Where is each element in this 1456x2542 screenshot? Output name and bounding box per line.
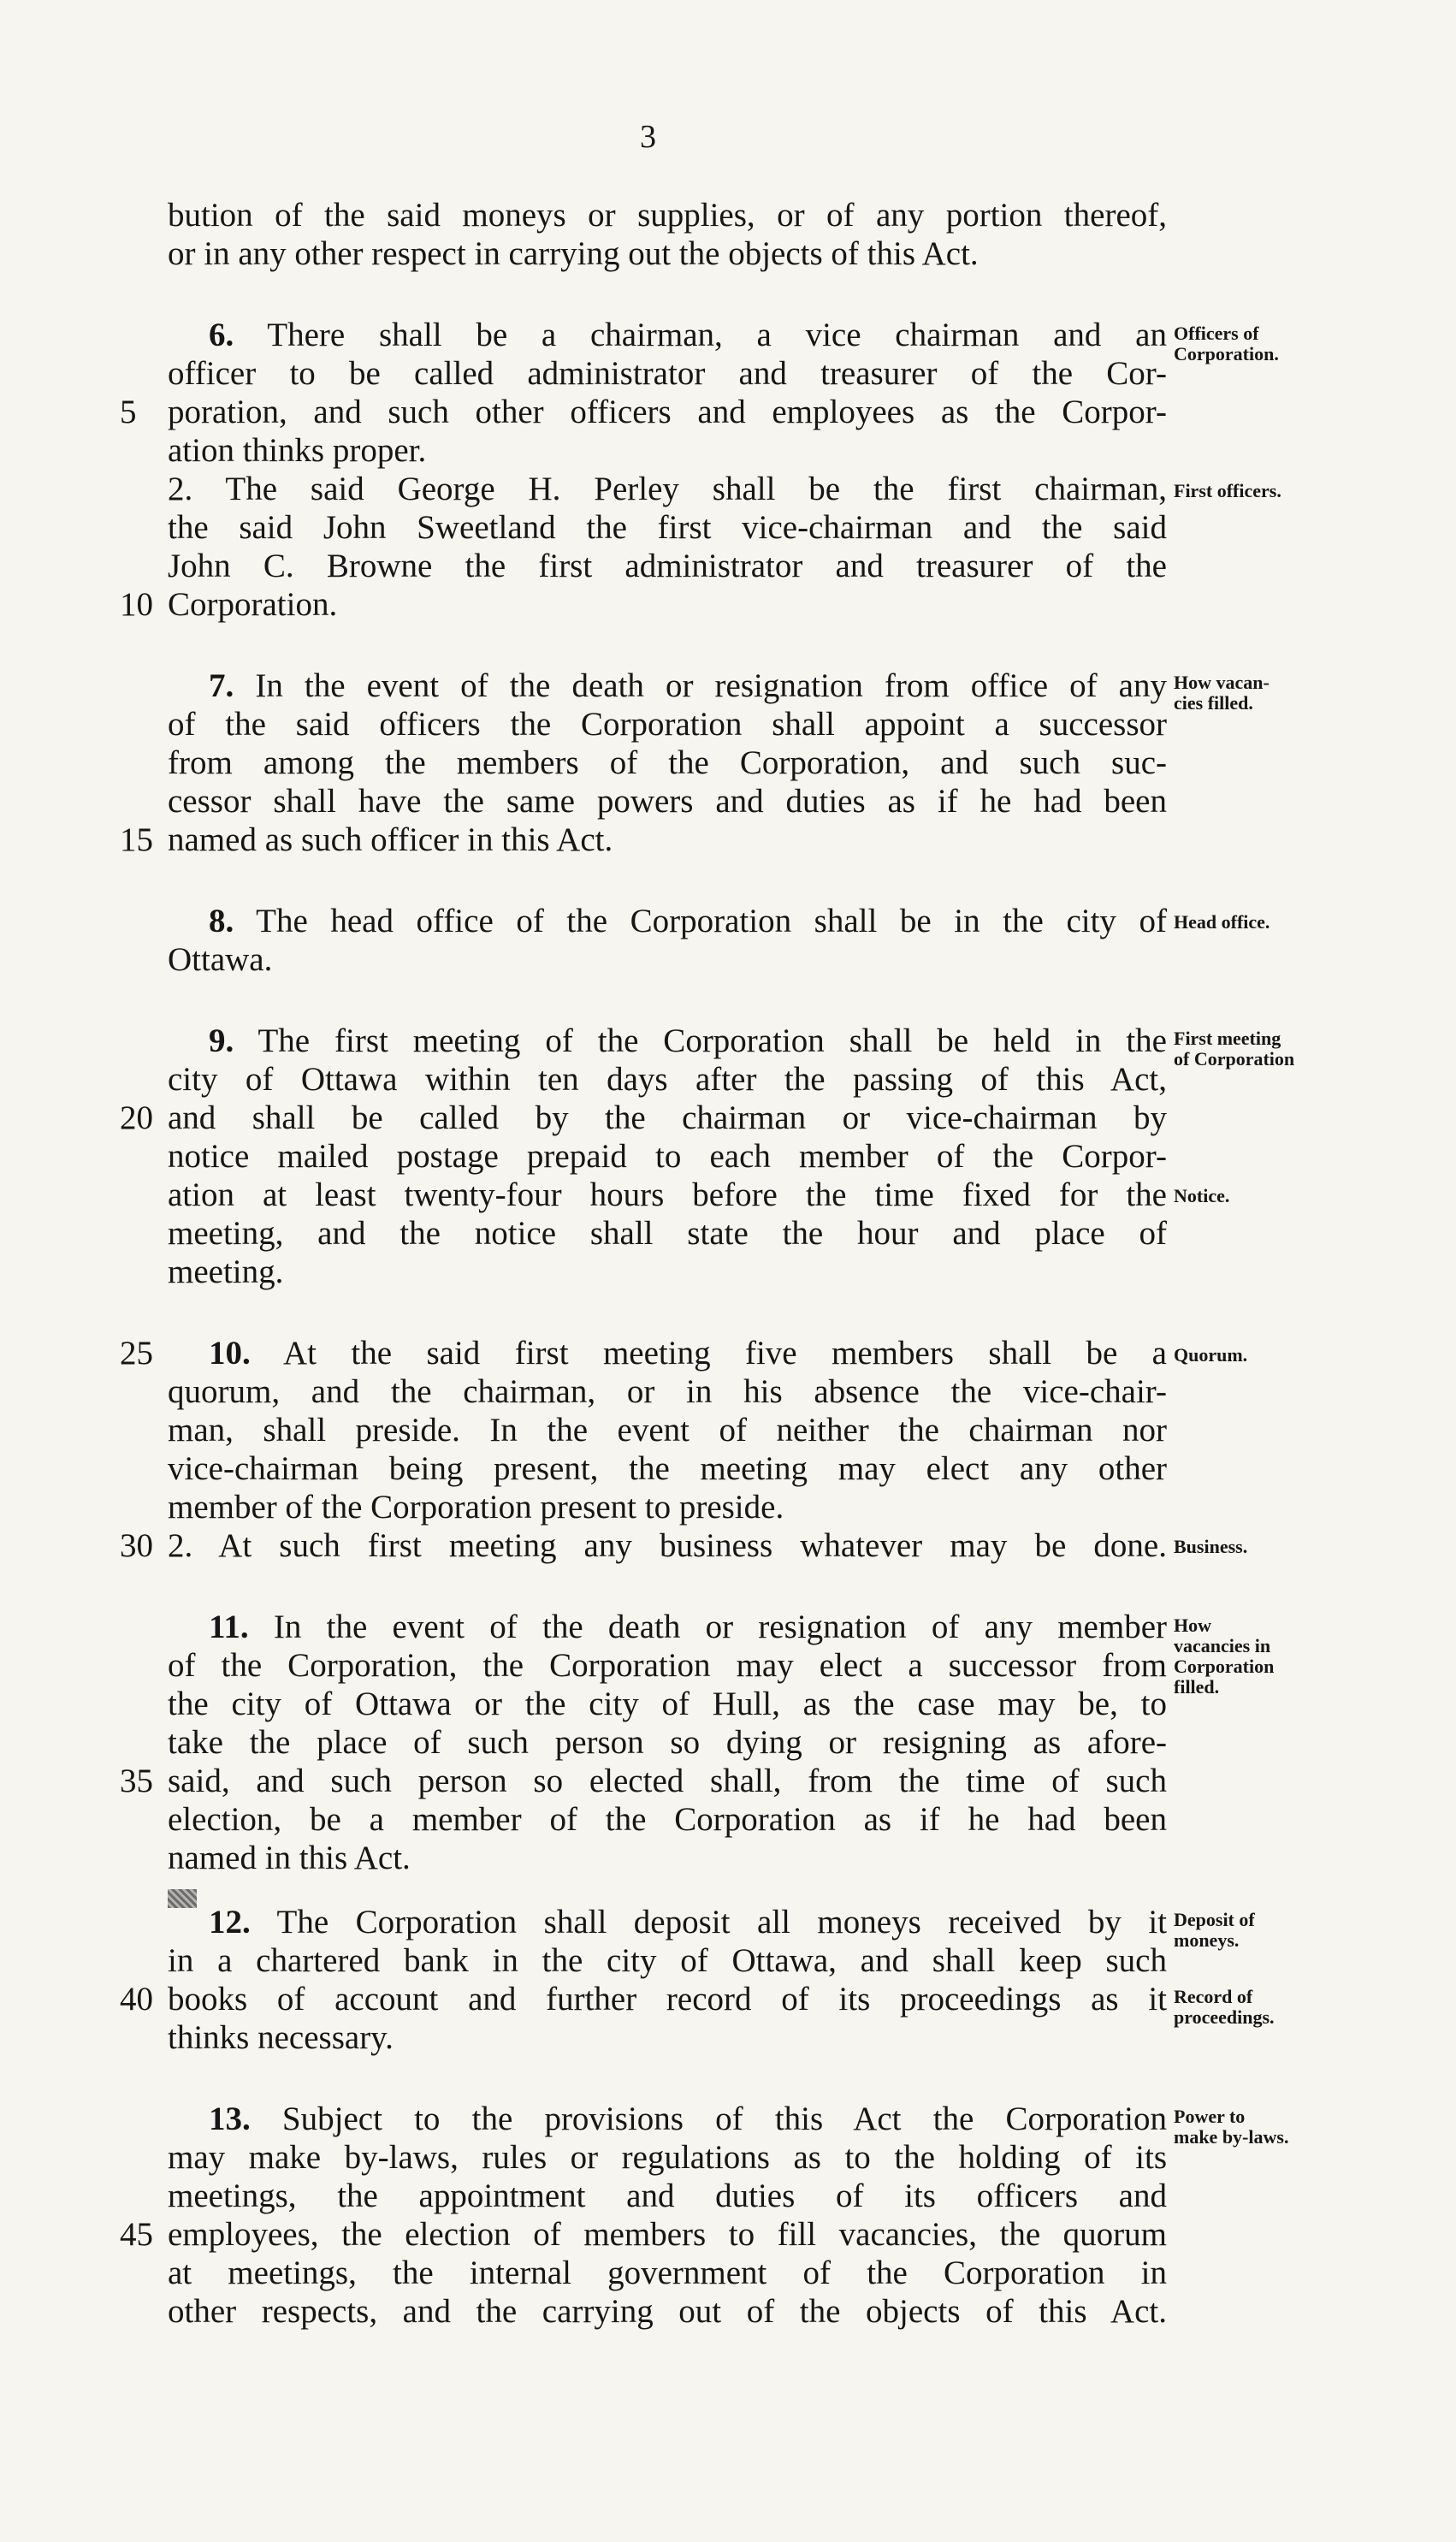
text-line [168,706,1167,744]
margin-note: How vacan- cies filled. [1174,672,1270,714]
line-text: cessor shall have the same powers and duties as if he had been [168,783,1167,820]
text-line [168,586,1167,624]
line-text: meeting, and the notice shall state the hour and place of [168,1215,1167,1252]
text-line [168,1840,1167,1877]
text-line [168,1724,1167,1762]
line-text: the city of Ottawa or the city of Hull, as the case may be, to [168,1686,1167,1722]
margin-note: Quorum. [1174,1344,1248,1366]
text-line [168,1647,1167,1685]
text-line [168,1450,1167,1488]
text-line [168,2178,1167,2215]
line-text: named as such officer in this Act. [168,821,613,858]
print-blemish [168,1889,197,1908]
margin-note: Business. [1174,1536,1248,1557]
line-number: 10 [120,586,153,623]
line-text: The head office of the Corporation shall be in the city of [234,903,1167,939]
text-line [168,394,1167,431]
line-text: vice-chairman being present, the meeting may elect any other [168,1450,1167,1487]
text-line [168,1527,1167,1565]
text-line [168,1061,1167,1099]
line-text: The first meeting of the Corporation shall be held in the [234,1022,1167,1059]
line-number: 35 [120,1763,153,1799]
text-line [209,1609,1167,1646]
margin-note: Power to make by-laws. [1174,2106,1289,2148]
line-text: thinks necessary. [168,2019,394,2056]
text-line [168,783,1167,821]
margin-note: Officers of Corporation. [1174,323,1279,364]
text-line [168,1138,1167,1176]
line-text: named in this Act. [168,1840,411,1876]
text-line [168,1099,1167,1137]
margin-note: Notice. [1174,1185,1230,1206]
line-number: 5 [120,394,137,430]
text-line [168,821,1167,859]
margin-note: How vacancies in Corporation filled. [1174,1615,1275,1698]
line-text: and shall be called by the chairman or vice-chairman by [168,1099,1167,1136]
line-text: of the Corporation, the Corporation may elect a successor from [168,1647,1167,1684]
line-text: In the event of the death or resignation of any member [248,1609,1167,1645]
page-number: 3 [640,119,656,155]
line-text: take the place of such person so dying or resigning as afore- [168,1724,1167,1761]
section-number: 8. [209,903,234,939]
text-line [168,1412,1167,1449]
line-text: poration, and such other officers and employees as the Corpor- [168,394,1167,430]
line-text: There shall be a chairman, a vice chairman and an [234,317,1167,353]
text-line [168,1489,1167,1526]
text-line [168,1176,1167,1214]
section-number: 11. [209,1609,249,1645]
text-line [168,548,1167,585]
text-line [209,1022,1167,1060]
text-line [168,1253,1167,1291]
line-text: other respects, and the carrying out of the objects of this Act. [168,2293,1167,2330]
line-text: ation thinks proper. [168,432,427,469]
section-number: 10. [209,1335,251,1372]
text-line [168,432,1167,470]
line-text: books of account and further record of its proceedings as it [168,1981,1167,2018]
line-text: John C. Browne the first administrator and treasurer of the [168,548,1167,584]
line-text: said, and such person so elected shall, from the time of such [168,1763,1167,1799]
line-text: Subject to the provisions of this Act the Corporation [250,2101,1167,2137]
text-line [168,509,1167,547]
margin-note: Head office. [1174,911,1270,933]
text-line [209,317,1167,354]
text-line [168,471,1167,508]
line-number: 20 [120,1099,153,1136]
line-text: may make by-laws, rules or regulations as to the holding of its [168,2139,1167,2176]
line-text: officer to be called administrator and treasurer of the Cor- [168,355,1167,392]
section-number: 13. [209,2101,251,2137]
text-line [209,667,1167,705]
text-line [168,2293,1167,2331]
text-line [168,197,1167,234]
line-number: 30 [120,1527,153,1564]
line-number: 40 [120,1981,153,2018]
line-text: in a chartered bank in the city of Ottawa, and shall keep such [168,1942,1167,1979]
section-number: 6. [209,317,234,353]
margin-note: Deposit of moneys. [1174,1909,1255,1951]
line-text: employees, the election of members to fill vacancies, the quorum [168,2216,1167,2253]
text-line [168,1763,1167,1800]
line-text: from among the members of the Corporation, and such suc- [168,744,1167,781]
text-line [168,2216,1167,2254]
line-number: 15 [120,821,153,858]
section-number: 12. [209,1904,251,1941]
line-text: election, be a member of the Corporation as if he had been [168,1801,1167,1838]
line-text: ation at least twenty-four hours before the time fixed for the [168,1176,1167,1213]
text-line [168,744,1167,782]
text-line [168,1373,1167,1411]
text-line [168,941,1167,979]
text-line [209,1904,1167,1941]
text-line [168,1981,1167,2018]
line-text: At the said first meeting five members shall be a [250,1335,1167,1372]
line-text: member of the Corporation present to preside. [168,1489,784,1526]
margin-note: First meeting of Corporation [1174,1028,1295,1070]
line-text: meeting. [168,1253,284,1290]
text-line [168,2019,1167,2057]
line-number: 25 [120,1335,153,1372]
line-text: In the event of the death or resignation from office of any [234,667,1167,704]
text-line [209,1335,1167,1372]
text-line [168,1801,1167,1839]
text-line [168,1942,1167,1980]
line-text: or in any other respect in carrying out the objects of this Act. [168,235,979,272]
margin-note: Record of proceedings. [1174,1986,1275,2028]
text-line [168,1215,1167,1253]
margin-note: First officers. [1174,480,1281,501]
text-line [168,2255,1167,2292]
line-text: quorum, and the chairman, or in his absence the vice-chair- [168,1373,1167,1410]
line-text: bution of the said moneys or supplies, or of any portion thereof, [168,197,1167,234]
line-text: man, shall preside. In the event of neither the chairman nor [168,1412,1167,1449]
text-line [168,235,1167,273]
section-number: 9. [209,1022,234,1059]
section-number: 7. [209,667,234,704]
line-number: 45 [120,2216,153,2253]
line-text: Ottawa. [168,941,273,978]
line-text: city of Ottawa within ten days after the passing of this Act, [168,1061,1167,1098]
text-line [168,2139,1167,2177]
line-text: notice mailed postage prepaid to each member of the Corpor- [168,1138,1167,1175]
line-text: at meetings, the internal government of the Corporation in [168,2255,1167,2291]
text-line [209,2101,1167,2138]
line-text: 2. At such first meeting any business whatever may be done. [168,1527,1167,1564]
line-text: Corporation. [168,586,338,623]
line-text: the said John Sweetland the first vice-chairman and the said [168,509,1167,546]
text-line [168,1686,1167,1723]
line-text: 2. The said George H. Perley shall be the first chairman, [168,471,1167,507]
line-text: The Corporation shall deposit all moneys received by it [250,1904,1167,1941]
text-line [209,903,1167,940]
line-text: meetings, the appointment and duties of its officers and [168,2178,1167,2214]
text-line [168,355,1167,393]
line-text: of the said officers the Corporation shall appoint a successor [168,706,1167,743]
